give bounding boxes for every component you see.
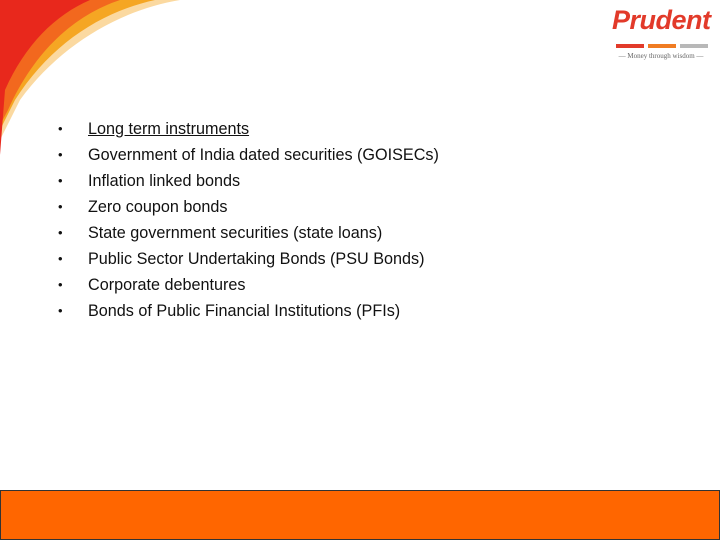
logo-wordmark: Prudent (612, 5, 711, 35)
list-item-text: Inflation linked bonds (88, 172, 241, 190)
footer-bar (0, 490, 720, 540)
bullet-marker: • (58, 303, 63, 318)
list-item-text: Bonds of Public Financial Institutions (PFIs) (88, 302, 401, 320)
bullet-marker: • (58, 225, 63, 240)
bullet-marker: • (58, 277, 63, 292)
bullet-marker: • (58, 199, 63, 214)
list-item (58, 116, 439, 142)
list-item (58, 220, 439, 246)
list-item (58, 142, 439, 168)
bullet-marker: • (58, 173, 63, 188)
list-item (58, 298, 439, 324)
logo-bar-grey (680, 44, 708, 48)
bullet-marker: • (58, 251, 63, 266)
bullet-list (58, 116, 439, 324)
list-item-text: Public Sector Undertaking Bonds (PSU Bonds) (88, 250, 425, 268)
list-item-text: State government securities (state loans) (88, 224, 383, 242)
list-item-text: Zero coupon bonds (88, 198, 228, 216)
list-item-text: Corporate debentures (88, 276, 246, 294)
bullet-marker: • (58, 121, 63, 136)
list-item (58, 194, 439, 220)
logo-color-bars (616, 44, 712, 48)
prudent-logo (604, 0, 716, 74)
list-item (58, 168, 439, 194)
list-item (58, 246, 439, 272)
list-item-text: Government of India dated securities (GOISECs) (88, 146, 439, 164)
list-item (58, 272, 439, 298)
logo-bar-red (616, 44, 644, 48)
logo-tagline: — Money through wisdom — (618, 52, 704, 60)
list-item-text: Long term instruments (88, 120, 250, 138)
bullet-marker: • (58, 147, 63, 162)
logo-bar-orange (648, 44, 676, 48)
